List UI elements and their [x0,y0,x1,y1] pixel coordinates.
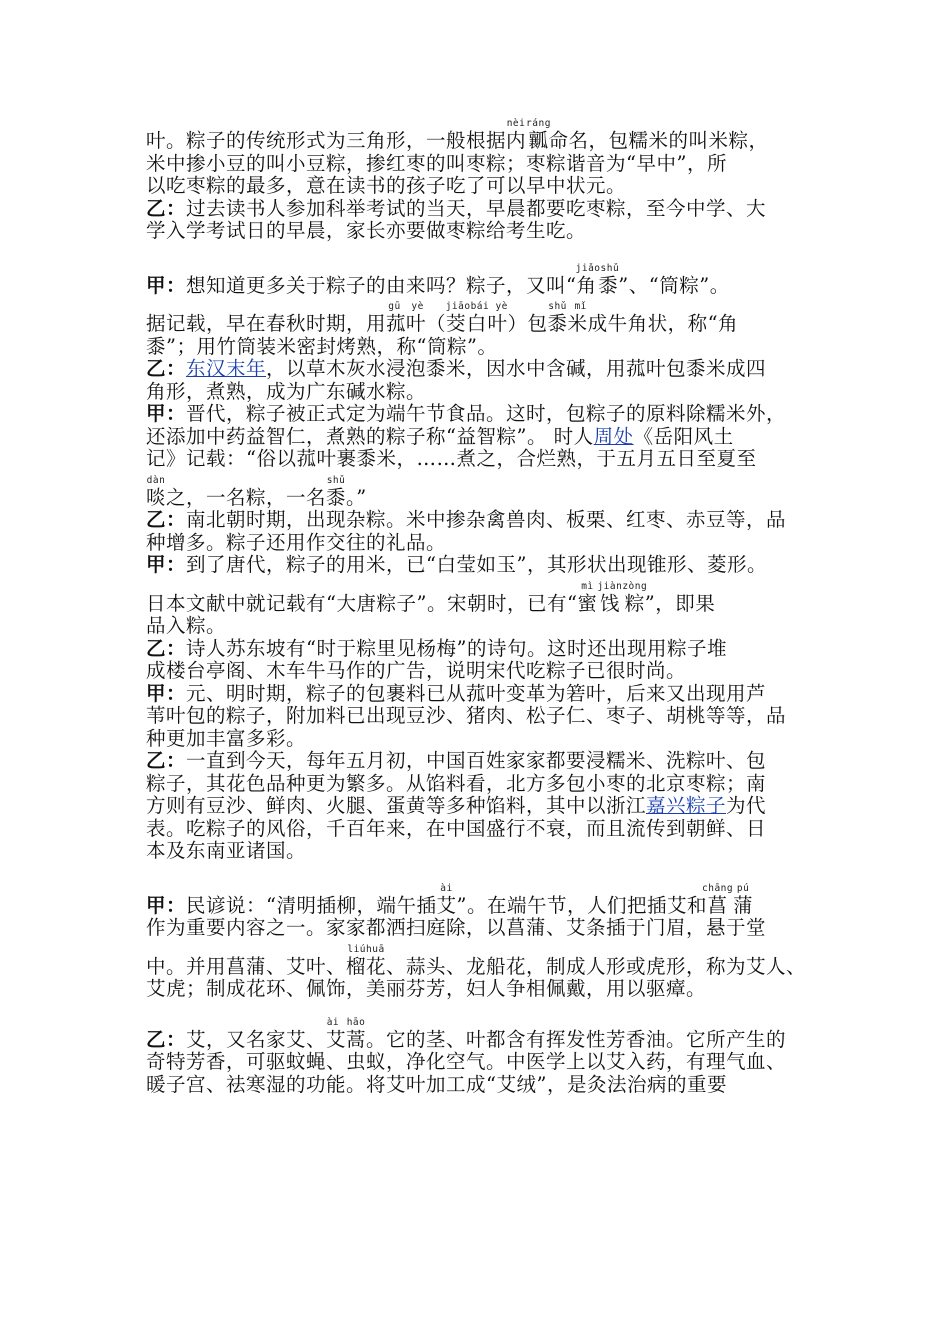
pinyin-text: jiǎoshǔ [575,262,620,274]
annotated-text: 内 [506,129,527,152]
text-run: 方则有豆沙、鲜肉、火腿、蛋黄等多种馅料，其中以浙江 [146,794,647,817]
text-run: 暖子宫、祛寒湿的功能。将艾叶加工成“艾绒”，是灸法治病的重要 [146,1072,727,1096]
text-run: （ [426,312,447,335]
pinyin-annotation [346,943,387,978]
inline-link[interactable]: 嘉兴粽子 [646,794,727,817]
text-run: 晋代，粽子被正式定为端午节食品。这时，包粽子的原料除糯米外， [186,402,787,425]
text-line [146,840,818,863]
text-line [146,509,818,532]
text-run: 。” [346,485,367,509]
annotated-text: 饯 [597,591,623,615]
text-run: 品入粽。 [146,614,227,637]
text-line [146,301,818,336]
annotated-text: 茭白叶 [445,312,508,335]
annotated-text: 啖 [146,485,167,509]
annotated-text: 菖 [702,893,734,917]
text-line [146,153,818,176]
paragraph-b2 [146,198,818,243]
paragraph-b8 [146,638,818,683]
pinyin-text: shǔ mǐ [547,301,588,312]
text-run: 艾虎；制成花环、佩饰，美丽芬芳，妇人争相佩戴，用以驱瘴。 [146,977,707,1000]
pinyin-text: dàn [146,474,167,486]
text-line [146,175,818,198]
annotated-text: 菰叶 [386,312,427,335]
text-line [146,883,818,918]
pinyin-annotation [526,118,551,152]
annotated-text: 角黍 [575,273,620,297]
pinyin-annotation [702,882,734,917]
paragraph-b1 [146,118,818,198]
pinyin-annotation [146,474,167,509]
text-line [146,705,818,728]
speaker-label: 甲： [146,273,187,297]
pinyin-text: jiāobái yè [445,301,508,312]
pinyin-text: pú [733,882,754,894]
text-line [146,403,818,426]
text-line [146,358,818,381]
text-line [146,638,818,661]
annotated-text: 黍 [326,485,347,509]
pinyin-text: zòng [622,580,648,592]
text-run: 一直到今天，每年五月初，中国百姓家家都要浸糯米、洗粽叶、包 [186,749,767,772]
text-line [146,554,818,577]
text-run: ，以草木灰水浸泡黍米，因水中含碱，用菰叶包黍米成四 [266,357,767,380]
text-run: 为代 [726,794,767,817]
pinyin-annotation [547,301,588,335]
text-line [146,818,818,841]
document-body [146,118,818,1096]
paragraph-b10 [146,750,818,863]
text-line [146,426,818,449]
text-line [146,336,818,359]
text-run: 据记载，早在春秋时期，用 [146,312,387,335]
pinyin-annotation [386,301,427,335]
speaker-label: 乙： [146,636,187,660]
text-run: 之，一名粽，一名 [166,485,327,509]
speaker-label: 乙： [146,1027,187,1051]
text-run: 过去读书人参加科举考试的当天，早晨都要吃枣粽，至今中学、大 [186,196,767,220]
paragraph-b4 [146,358,818,403]
speaker-label: 甲： [146,681,187,705]
pinyin-text: nèi [506,118,527,129]
text-run: 作为重要内容之一。家家都洒扫庭除，以菖蒲、艾条插于门眉，悬于堂 [146,916,767,939]
text-run: 还添加中药益智仁，煮熟的粽子称“益智粽”。 时人 [146,424,594,448]
text-run: 。它的茎、叶都含有挥发性芳香油。它所产生的 [366,1027,787,1051]
text-run: 元、明时期，粽子的包裹料已从菰叶变革为箬叶，后来又出现用芦 [186,681,767,705]
annotated-text: 瓤 [526,129,551,152]
paragraph-b3 [146,263,818,359]
text-line [146,198,818,221]
annotated-text: 黍米 [547,312,588,335]
text-run: ）包 [507,312,548,335]
paragraph-b12 [146,1017,818,1097]
text-run: 日本文献中就记载有“大唐粽子”。宋朝时，已有“ [146,591,578,615]
text-line [146,532,818,555]
text-line [146,118,818,153]
text-line [146,615,818,638]
pinyin-text: mì [577,580,598,592]
paragraph-b6 [146,509,818,554]
text-run: 成楼台亭阁、木车牛马作的广告，说明宋代吃粽子已很时尚。 [146,659,687,682]
text-run: 叶。粽子的传统形式为三角形，一般根据 [146,129,507,152]
text-run: ”，即果 [644,591,716,615]
pinyin-annotation [445,301,508,335]
pinyin-text: shǔ [326,474,347,486]
paragraph-b7 [146,554,818,638]
speaker-label: 乙： [146,749,187,772]
text-run: 《岳阳风土 [633,424,734,448]
text-run: 表。吃粽子的风俗，千百年来，在中国盛行不衰，而且流传到朝鲜、日 [146,816,767,840]
speaker-label: 乙： [146,196,187,220]
annotated-text: 蒲 [733,893,754,917]
text-line [146,448,818,471]
text-run: 粽子，其花色品种更为繁多。从馅料看，北方多包小枣的北京枣粽；南 [146,771,767,795]
paragraph-b5 [146,403,818,509]
pinyin-annotation [575,262,620,297]
text-run: 成牛角状，称“角 [587,312,739,335]
text-run: 南北朝时期，出现杂粽。米中掺杂禽兽肉、板栗、红枣、赤豆等，品 [186,508,787,531]
pinyin-annotation [506,118,527,152]
pinyin-annotation [597,580,623,615]
text-line [146,381,818,404]
annotated-text: 艾 [436,893,457,917]
text-run: ”、“筒粽”。 [618,273,730,297]
annotated-text: 艾蒿 [326,1027,367,1051]
text-run: 苇叶包的粽子，附加料已出现豆沙、猪肉、松子仁、枣子、胡桃等等，品 [146,704,787,727]
pinyin-text: gū yè [386,301,427,312]
text-run: 命名，包糯米的叫米粽， [548,129,769,152]
text-run: 诗人苏东坡有“时于粽里见杨梅”的诗句。这时还出现用粽子堆 [186,636,727,660]
text-line [146,683,818,706]
text-run: 米中掺小豆的叫小豆粽，掺红枣的叫枣粽；枣粽谐音为“早中”，所 [146,151,727,175]
text-run: 奇特芳香，可驱蚊蝇、虫蚁，净化空气。中医学上以艾入药，有理气血、 [146,1050,787,1073]
pinyin-text: ài hāo [326,1016,367,1028]
speaker-label: 甲： [146,553,187,576]
text-line [146,795,818,818]
text-line [146,944,818,979]
pinyin-text: ài [436,882,457,894]
annotated-text: 榴花 [346,954,387,978]
text-run: 种增多。粽子还用作交往的礼品。 [146,530,447,554]
text-run: 艾，又名家艾、 [186,1027,327,1051]
inline-link[interactable]: 周处 [593,424,634,448]
text-run: 中。并用菖蒲、艾叶、 [146,954,347,978]
pinyin-annotation [326,1016,367,1051]
pinyin-annotation [622,580,648,615]
text-line [146,917,818,940]
text-run: ”。在端午节，人们把插艾和 [456,893,707,917]
text-line [146,978,818,1001]
text-run: 记》记载：“俗以菰叶裹黍米，……煮之，合烂熟，于五月五日至夏至 [146,447,757,470]
pinyin-text: chāng [702,882,734,894]
text-line [146,750,818,773]
paragraph-b9 [146,683,818,751]
text-line [146,1017,818,1052]
text-line [146,1051,818,1074]
inline-link[interactable]: 东汉末年 [186,357,267,380]
text-run: 以吃枣粽的最多，意在读书的孩子吃了可以早中状元。 [146,174,627,197]
text-line [146,1074,818,1097]
speaker-label: 甲： [146,893,187,917]
paragraph-b11 [146,883,818,1001]
text-run: 种更加丰富多彩。 [146,726,307,750]
text-line [146,581,818,616]
text-run: 黍”；用竹筒装米密封烤熟，称“筒粽”。 [146,334,498,358]
pinyin-annotation [733,882,754,917]
text-run: 学入学考试日的早晨，家长亦要做枣粽给考生吃。 [146,219,587,242]
annotated-text: 蜜 [577,591,598,615]
text-run: 本及东南亚诸国。 [146,839,307,862]
text-run: 民谚说：“清明插柳，端午插 [186,893,437,917]
text-line [146,728,818,751]
pinyin-text: jiàn [597,580,623,592]
pinyin-text: liúhuā [346,943,387,955]
text-run: 想知道更多关于粽子的由来吗？粽子，又叫“ [186,273,577,297]
text-line [146,475,818,510]
text-line [146,220,818,243]
speaker-label: 甲： [146,402,187,425]
annotated-text: 粽 [622,591,648,615]
text-run: 到了唐代，粽子的用米，已“白莹如玉”，其形状出现锥形、菱形。 [186,553,767,576]
text-line [146,660,818,683]
pinyin-annotation [326,474,347,509]
pinyin-annotation [436,882,457,917]
text-line [146,263,818,298]
pinyin-text: ráng [526,118,551,129]
text-run: 角形，煮熟，成为广东碱水粽。 [146,379,427,403]
speaker-label: 乙： [146,508,187,531]
pinyin-annotation [577,580,598,615]
text-run: 、蒜头、龙船花，制成人形或虎形，称为艾人、 [386,954,807,978]
speaker-label: 乙： [146,357,187,380]
text-line [146,773,818,796]
